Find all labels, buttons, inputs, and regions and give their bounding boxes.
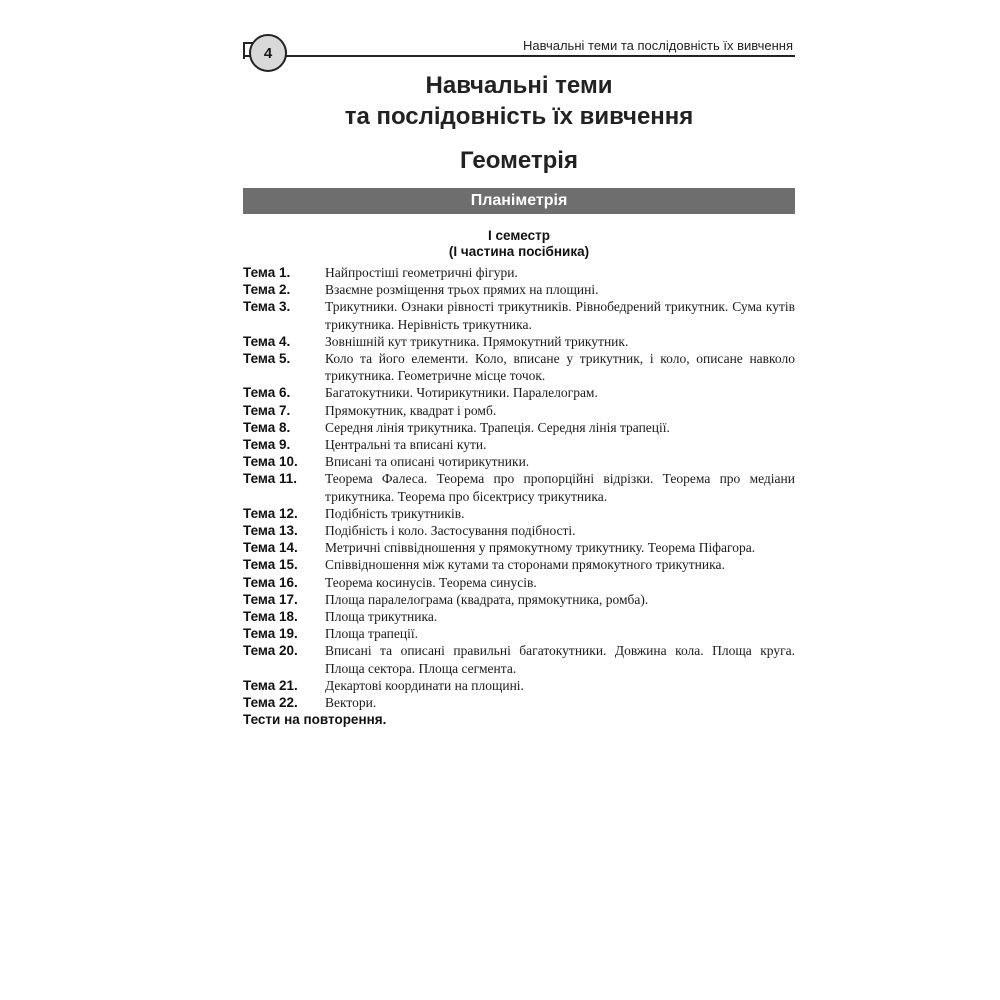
topic-label: Тема 9. — [243, 437, 291, 453]
page-title-line-1: Навчальні теми — [425, 72, 613, 99]
topic-item — [243, 505, 795, 522]
topic-text: Співвідношення між кутами та сторонами прямокутного трикутника. — [325, 557, 725, 573]
topic-item — [243, 419, 795, 436]
topic-label: Тема 2. — [243, 282, 291, 298]
topic-item — [243, 333, 795, 350]
topic-item — [243, 574, 795, 591]
topic-item — [243, 264, 795, 281]
topic-label: Тема 14. — [243, 540, 298, 556]
topic-text: Теорема косинусів. Теорема синусів. — [325, 574, 537, 590]
topic-label: Тема 5. — [243, 351, 291, 367]
topic-label: Тема 7. — [243, 402, 291, 418]
topic-text: Коло та його елементи. Коло, вписане у трикутник, і коло, описане навколо трикутника. Геометричне місце точок. — [325, 351, 795, 384]
topic-text: Подібність і коло. Застосування подібності. — [325, 523, 576, 539]
topic-text: Найпростіші геометричні фігури. — [325, 265, 518, 280]
topic-label: Тема 12. — [243, 505, 298, 521]
topic-item — [243, 556, 795, 573]
topic-text: Вписані та описані чотирикутники. — [325, 454, 530, 470]
topic-label: Тема 19. — [243, 626, 298, 642]
topic-text: Подібність трикутників. — [325, 505, 465, 521]
topic-text: Трикутники. Ознаки рівності трикутників. Рівнобедрений трикутник. Сума кутів трикутника. Нерівність трикутника. — [325, 299, 795, 332]
header-rule — [243, 55, 795, 57]
topic-label: Тема 15. — [243, 557, 298, 573]
topic-item — [243, 470, 795, 504]
topic-text: Прямокутник, квадрат і ромб. — [325, 402, 497, 418]
topic-item — [243, 539, 795, 556]
topic-item — [243, 436, 795, 453]
topic-label: Тема 1. — [243, 265, 291, 280]
page-title-line-2: та послідовність їх вивчення — [344, 103, 694, 130]
topic-label: Тема 4. — [243, 333, 291, 349]
topic-label: Тема 8. — [243, 419, 291, 435]
topic-text: Площа паралелограма (квадрата, прямокутника, ромба). — [325, 591, 649, 607]
tests-label: Тести на повторення. — [243, 712, 387, 728]
page-title — [243, 70, 795, 132]
topic-item — [243, 350, 795, 384]
subsection-banner: Планіметрія — [243, 188, 795, 214]
topic-item — [243, 453, 795, 470]
topic-text: Вписані та описані правильні багатокутники. Довжина кола. Площа круга. Площа сектора. Площа сегмента. — [325, 643, 795, 676]
topic-item — [243, 608, 795, 625]
document-page — [243, 30, 795, 728]
topic-item — [243, 522, 795, 539]
topic-item — [243, 694, 795, 711]
topic-text: Зовнішній кут трикутника. Прямокутний трикутник. — [325, 333, 629, 349]
topic-label: Тема 6. — [243, 385, 291, 401]
topic-item — [243, 402, 795, 419]
topic-item — [243, 384, 795, 401]
topic-text: Взаємне розміщення трьох прямих на площині. — [325, 282, 599, 298]
topic-text: Вектори. — [325, 695, 377, 711]
topic-text: Багатокутники. Чотирикутники. Паралелограм. — [325, 385, 598, 401]
topic-text: Теорема Фалеса. Теорема про пропорційні відрізки. Теорема про медіани трикутника. Теорема про бісектрису трикутника. — [325, 471, 795, 504]
topic-label: Тема 3. — [243, 299, 291, 315]
topic-item — [243, 281, 795, 298]
topic-item — [243, 677, 795, 694]
topic-label: Тема 18. — [243, 609, 298, 625]
topic-item — [243, 625, 795, 642]
topic-text: Метричні співвідношення у прямокутному трикутнику. Теорема Піфагора. — [325, 540, 756, 556]
topic-text: Площа трапеції. — [325, 626, 418, 642]
topic-text: Площа трикутника. — [325, 609, 438, 625]
topic-item — [243, 591, 795, 608]
topic-text: Декартові координати на площині. — [325, 677, 524, 693]
topic-text: Середня лінія трикутника. Трапеція. Середня лінія трапеції. — [325, 419, 670, 435]
page-number: 4 — [249, 34, 287, 72]
semester-heading — [243, 228, 795, 260]
topic-label: Тема 20. — [243, 643, 298, 659]
topic-label: Тема 10. — [243, 454, 298, 470]
topic-text: Центральні та вписані кути. — [325, 437, 487, 453]
topic-label: Тема 13. — [243, 523, 298, 539]
topic-item — [243, 642, 795, 676]
topic-item — [243, 298, 795, 332]
semester-heading-line-1: І семестр — [487, 228, 551, 243]
topic-list — [243, 264, 795, 711]
section-title: Геометрія — [460, 147, 578, 174]
running-title: Навчальні теми та послідовність їх вивчення — [523, 38, 793, 53]
topic-label: Тема 17. — [243, 591, 298, 607]
semester-heading-line-2: (І частина посібника) — [448, 244, 590, 259]
page-header — [243, 30, 795, 62]
topic-label: Тема 16. — [243, 574, 298, 590]
topic-label: Тема 21. — [243, 677, 298, 693]
topic-label: Тема 22. — [243, 695, 298, 711]
topic-label: Тема 11. — [243, 471, 297, 487]
